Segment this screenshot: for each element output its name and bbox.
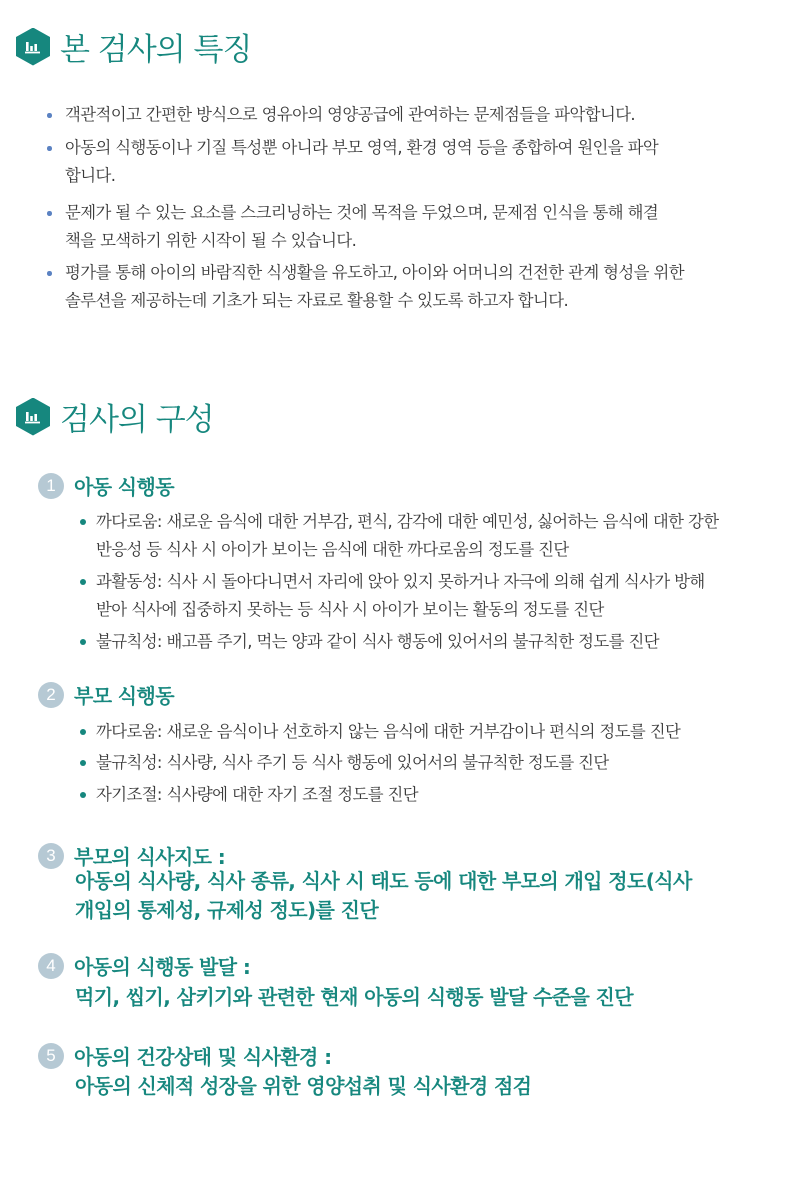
bullet-dot xyxy=(47,113,52,118)
number-badge: 3 xyxy=(38,843,64,869)
subsection-title: 부모 식행동 xyxy=(74,684,174,708)
subsection-description: 먹기, 씹기, 삼키기와 관련한 현재 아동의 식행동 발달 수준을 진단 xyxy=(75,985,633,1009)
subsection-title: 부모의 식사지도 : xyxy=(74,845,226,869)
bullet-dot xyxy=(80,729,86,735)
subsection-title: 아동 식행동 xyxy=(74,475,174,499)
section-title-features xyxy=(16,24,251,69)
item-text: 불규칙성: 식사량, 식사 주기 등 식사 행동에 있어서의 불규칙한 정도를 진단 xyxy=(96,753,609,772)
item-text: 까다로움: 새로운 음식이나 선호하지 않는 음식에 대한 거부감이나 편식의 정도를 진단 xyxy=(96,722,681,741)
bullet-dot xyxy=(80,760,86,766)
item-text: 까다로움: 새로운 음식에 대한 거부감, 편식, 감각에 대한 예민성, 싫어하는 음식에 대한 강한 xyxy=(96,512,719,531)
subsection-heading xyxy=(38,680,174,709)
chart-icon xyxy=(16,398,50,436)
feature-text: 아동의 식행동이나 기질 특성뿐 아니라 부모 영역, 환경 영역 등을 종합하여 원인을 파악 xyxy=(65,138,659,157)
subsection-description: 아동의 신체적 성장을 위한 영양섭취 및 식사환경 점검 xyxy=(75,1074,532,1098)
feature-text: 객관적이고 간편한 방식으로 영유아의 영양공급에 관여하는 문제점들을 파악합니다. xyxy=(65,105,636,124)
bullet-dot xyxy=(47,146,52,151)
feature-text: 문제가 될 수 있는 요소를 스크리닝하는 것에 목적을 두었으며, 문제점 인식을 통해 해결 xyxy=(65,203,659,222)
section-title-text: 본 검사의 특징 xyxy=(60,32,252,68)
subsection-heading xyxy=(38,1041,332,1070)
feature-text: 평가를 통해 아이의 바람직한 식생활을 유도하고, 아이와 어머니의 건전한 관계 형성을 위한 xyxy=(65,263,684,282)
subsection-heading xyxy=(38,471,174,500)
subsection-title: 아동의 식행동 발달 : xyxy=(74,955,251,979)
number-badge: 2 xyxy=(38,682,64,708)
item-text: 자기조절: 식사량에 대한 자기 조절 정도를 진단 xyxy=(96,785,419,804)
subsection-description: 개입의 통제성, 규제성 정도)를 진단 xyxy=(75,898,379,922)
bullet-dot xyxy=(80,579,86,585)
item-text: 불규칙성: 배고픔 주기, 먹는 양과 같이 식사 행동에 있어서의 불규칙한 정도를 진단 xyxy=(96,632,659,651)
bullet-dot xyxy=(80,792,86,798)
item-text: 반응성 등 식사 시 아이가 보이는 음식에 대한 까다로움의 정도를 진단 xyxy=(96,540,569,559)
item-text: 과활동성: 식사 시 돌아다니면서 자리에 앉아 있지 못하거나 자극에 의해 쉽게 식사가 방해 xyxy=(96,572,705,591)
feature-text: 책을 모색하기 위한 시작이 될 수 있습니다. xyxy=(65,231,357,250)
subsection-title: 아동의 건강상태 및 식사환경 : xyxy=(74,1045,332,1069)
number-badge: 4 xyxy=(38,953,64,979)
bullet-dot xyxy=(80,639,86,645)
subsection-heading xyxy=(38,951,250,980)
bullet-dot xyxy=(47,211,52,216)
feature-text: 솔루션을 제공하는데 기초가 되는 자료로 활용할 수 있도록 하고자 합니다. xyxy=(65,291,569,310)
subsection-description: 아동의 식사량, 식사 종류, 식사 시 태도 등에 대한 부모의 개입 정도(식사 xyxy=(75,869,692,893)
feature-text: 합니다. xyxy=(65,166,116,185)
chart-icon xyxy=(16,28,50,66)
number-badge: 1 xyxy=(38,473,64,499)
item-text: 받아 식사에 집중하지 못하는 등 식사 시 아이가 보이는 활동의 정도를 진단 xyxy=(96,600,604,619)
number-badge: 5 xyxy=(38,1043,64,1069)
bullet-dot xyxy=(80,519,86,525)
section-title-structure xyxy=(16,394,214,439)
section-title-text: 검사의 구성 xyxy=(60,402,214,438)
bullet-dot xyxy=(47,271,52,276)
